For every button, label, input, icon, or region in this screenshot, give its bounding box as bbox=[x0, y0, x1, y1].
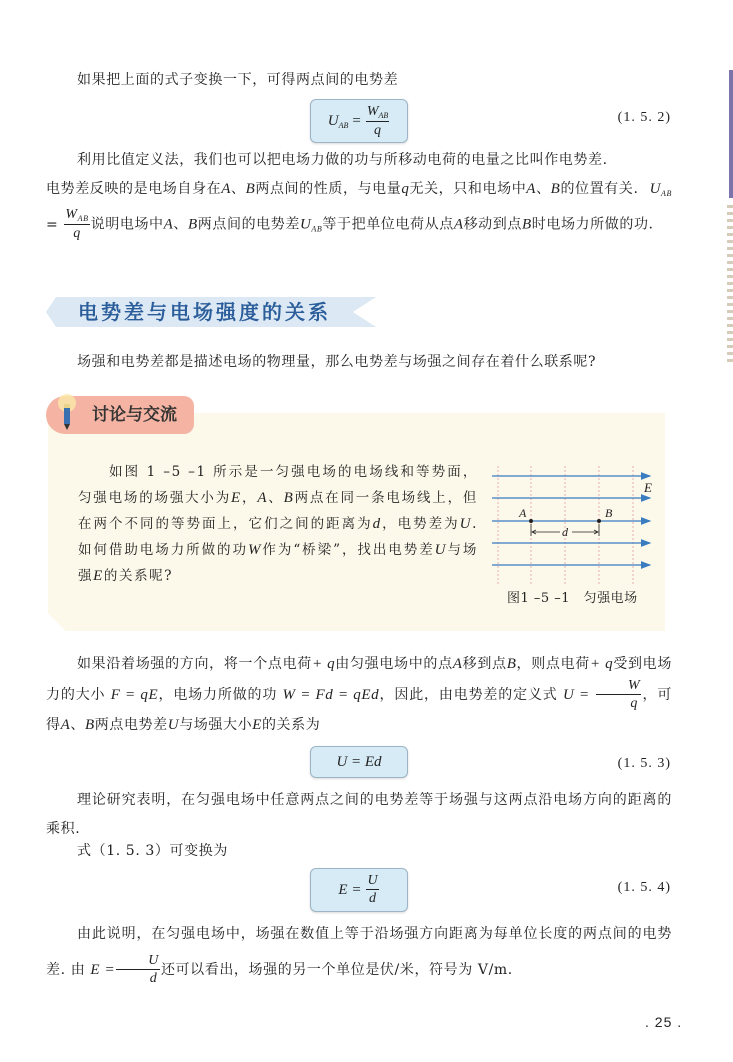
formula-lhs: $U_{AB}$ bbox=[327, 112, 349, 130]
chapter-side-tab-text bbox=[727, 205, 733, 365]
svg-text:d: d bbox=[562, 525, 568, 539]
uniform-field-figure bbox=[488, 466, 664, 586]
svg-text:A: A bbox=[519, 506, 527, 520]
section-title: 电势差与电场强度的关系 bbox=[78, 300, 331, 324]
svg-text:E: E bbox=[644, 480, 652, 495]
discussion-text: 如图 1 –5 –1 所示是一匀强电场的电场线和等势面，匀强电场的场强大小为E，A、B两点在同一条电场线上，但在两个不同的等势面上，它们之间的距离为d，电势差为U. 如何借助电场力所做的功W作为“桥梁”，找出电势差U与场强E的关系呢? bbox=[78, 464, 478, 584]
formula-box-1-5-3: U = Ed bbox=[310, 746, 408, 778]
equation-number: (1. 5. 3) bbox=[617, 756, 671, 771]
point-b bbox=[597, 519, 601, 523]
equation-number: (1. 5. 4) bbox=[617, 880, 671, 895]
paragraph-theory: 理论研究表明，在匀强电场中任意两点之间的电势差等于场强与这两点沿电场方向的距离的乘积. bbox=[46, 792, 672, 837]
equation-number: (1. 5. 2) bbox=[617, 110, 671, 125]
paragraph-transform: 式（1. 5. 3）可变换为 bbox=[77, 843, 228, 859]
page-number: . 25 . bbox=[645, 1014, 683, 1030]
figure-caption: 图1 –5 –1 匀强电场 bbox=[507, 591, 638, 606]
paragraph-question: 场强和电势差都是描述电场的物理量，那么电势差与场强之间存在着什么联系呢? bbox=[77, 354, 597, 370]
paragraph-derivation: 如果沿着场强的方向，将一个点电荷+ q由匀强电场中的点A移到点B，则点电荷+ q受到电场力的大小 F = qE，电场力所做的功 W = Fd = qEd，因此，由电势差的定义式 U = $\frac{W}{q}$ ，可得A、B两点电势差U与场强大小E的关系为 bbox=[46, 656, 672, 733]
discussion-title: 讨论与交流 bbox=[92, 405, 177, 425]
paragraph-potential-difference: 利用比值定义法，我们也可以把电场力做的功与所移动电荷的电量之比叫作电势差. 电势差反映的是电场自身在A、B两点间的性质，与电量q无关，只和电场中A、B的位置有关. $U_{AB}$ = $\frac{W_{AB}}{q}$ 说明电场中A、B两点间的电势差$U_{AB}$等于把单位电荷从点A移动到点B时电场力所做的功. bbox=[46, 152, 672, 241]
formula-fraction: $\frac{W_{AB}}{q}$ bbox=[366, 103, 389, 138]
paragraph-intro: 如果把上面的式子变换一下，可得两点间的电势差 bbox=[77, 72, 399, 88]
field-lines bbox=[492, 476, 650, 565]
paragraph-conclusion: 由此说明，在匀强电场中，场强在数值上等于沿场强方向距离为每单位长度的两点间的电势差. 由 E = $\frac{U}{d}$ 还可以看出，场强的另一个单位是伏/米，符号为 V/m. bbox=[46, 926, 672, 986]
svg-text:B: B bbox=[605, 506, 613, 520]
chapter-side-tab bbox=[729, 70, 733, 198]
lightbulb-pencil-icon bbox=[52, 392, 82, 436]
formula-box-1-5-2: $U_{AB}$ = $\frac{W_{AB}}{q}$ bbox=[310, 99, 408, 143]
formula-box-1-5-4: E = $\frac{U}{d}$ bbox=[310, 868, 408, 912]
point-a bbox=[529, 519, 533, 523]
